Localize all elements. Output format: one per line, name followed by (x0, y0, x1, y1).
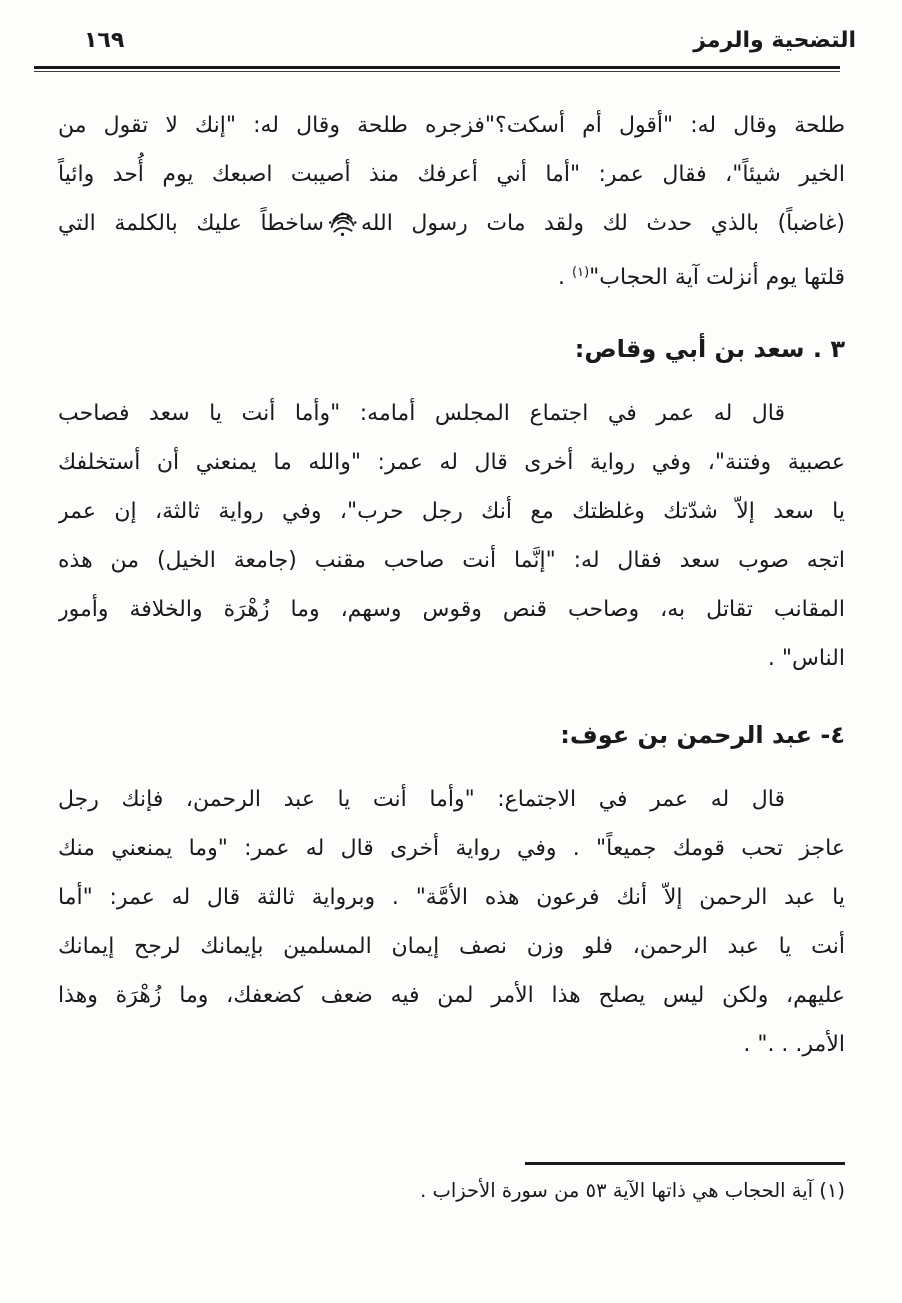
footnote-divider (525, 1162, 845, 1165)
text-line: عليهم، ولكن ليس يصلح هذا الأمر لمن فيه ضعف كضعفك، وما زُهْرَة وهذا (58, 983, 845, 1008)
pbuh-honorific-icon (327, 207, 358, 238)
footnote-ref: (١) (572, 265, 590, 280)
running-title: التضحية والرمز (693, 28, 856, 53)
text-line: عصبية وفتنة"، وفي رواية أخرى قال له عمر: "والله ما يمنعني أن أستخلفك (58, 450, 845, 475)
text-line: يا عبد الرحمن إلاّ أنك فرعون هذه الأمَّة" . وبرواية ثالثة قال له عمر: "أما (58, 885, 845, 910)
text-line: المقانب تقاتل به، وصاحب قنص وقوس وسهم، وما زُهْرَة والخلافة وأمور (58, 597, 845, 622)
section-heading: ٣ . سعد بن أبي وقاص: (574, 335, 845, 363)
footnote-text: (١) آية الحجاب هي ذاتها الآية ٥٣ من سورة الأحزاب . (420, 1179, 845, 1202)
text-line (58, 248, 845, 297)
header-rule (34, 66, 840, 72)
text-line: أنت يا عبد الرحمن، فلو وزن نصف إيمان المسلمين بإيمانك لرجح إيمانك (58, 934, 845, 959)
text-line: الأمر. . ." . (743, 1032, 845, 1057)
text-line (58, 199, 845, 248)
text-segment: . (558, 265, 573, 290)
page-number: ١٦٩ (84, 28, 125, 53)
footnote-section (90, 1162, 845, 1205)
text-line: قال له عمر في الاجتماع: "وأما أنت يا عبد الرحمن، فإنك رجل (58, 787, 785, 812)
text-line: قال له عمر في اجتماع المجلس أمامه: "وأما أنت يا سعد فصاحب (58, 401, 785, 426)
text-segment: ساخطاً عليك بالكلمة التي (58, 211, 324, 236)
paragraph (58, 389, 845, 683)
section-heading: ٤- عبد الرحمن بن عوف: (560, 721, 845, 749)
page-header (84, 24, 856, 58)
text-line: الناس" . (767, 646, 845, 671)
text-line: اتجه صوب سعد فقال له: "إنَّما أنت صاحب مقنب (جامعة الخيل) من هذه (58, 548, 845, 573)
paragraph (58, 101, 845, 297)
text-line: طلحة وقال له: "أقول أم أسكت؟"فزجره طلحة وقال له: "إنك لا تقول من (58, 113, 845, 138)
text-segment: قلتها يوم أنزلت آية الحجاب" (589, 265, 845, 290)
text-segment: (غاضباً) بالذي حدث لك ولقد مات رسول الله (360, 211, 845, 236)
text-line: عاجز تحب قومك جميعاً" . وفي رواية أخرى قال له عمر: "وما يمنعني منك (58, 836, 845, 861)
text-line: يا سعد إلاّ شدّتك وغلظتك مع أنك رجل حرب"، وفي رواية ثالثة، إن عمر (58, 499, 845, 524)
paragraph (58, 775, 845, 1069)
body-text (58, 101, 845, 1069)
text-line: الخير شيئاً"، فقال عمر: "أما أني أعرفك منذ أصيبت اصبعك يوم أُحد وائياً (58, 162, 845, 187)
